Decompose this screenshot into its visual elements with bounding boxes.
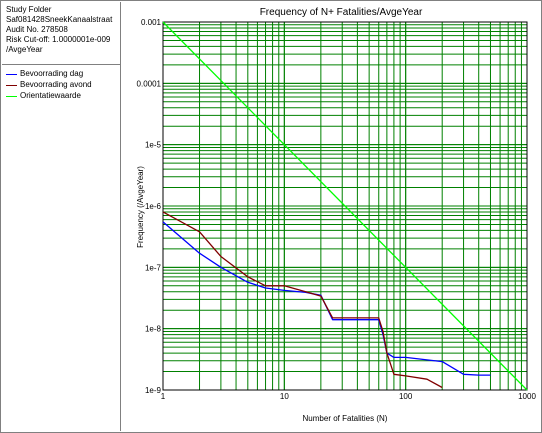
series-line-bevoorrading-dag bbox=[163, 222, 491, 375]
chart-title: Frequency of N+ Fatalities/AvgeYear bbox=[259, 7, 423, 18]
y-axis-label: Frequency (/AvgeYear) bbox=[136, 166, 145, 248]
legend-swatch-orientatiewaarde bbox=[6, 96, 17, 97]
y-tick-label: 0.0001 bbox=[136, 79, 161, 89]
info-line-audit-no: Audit No. 278508 bbox=[6, 25, 68, 34]
x-axis-label: Number of Fatalities (N) bbox=[302, 414, 388, 423]
fn-chart bbox=[121, 1, 541, 432]
info-line-study-name: Saf081428SneekKanaalstraat bbox=[6, 15, 113, 24]
x-tick-label: 100 bbox=[398, 392, 413, 401]
y-tick-label: 1e-6 bbox=[144, 202, 161, 211]
info-legend-panel bbox=[2, 2, 121, 431]
y-tick-label: 1e-9 bbox=[144, 386, 161, 395]
info-line-units: /AvgeYear bbox=[6, 45, 43, 54]
info-line-risk-cutoff: Risk Cut-off: 1.0000001e-009 bbox=[6, 35, 111, 44]
legend-swatch-bevoorrading-avond bbox=[6, 85, 17, 86]
y-tick-label: 1e-5 bbox=[144, 140, 161, 150]
legend-label-bevoorrading-avond: Bevoorrading avond bbox=[20, 80, 92, 89]
x-tick-label: 1 bbox=[160, 392, 166, 401]
x-tick-label: 10 bbox=[279, 392, 289, 401]
x-tick-label: 1000 bbox=[518, 392, 536, 401]
y-tick-label: 0.001 bbox=[140, 18, 161, 27]
legend-swatch-bevoorrading-dag bbox=[6, 74, 17, 75]
x-axis-ticks bbox=[161, 392, 537, 401]
legend-label-bevoorrading-dag: Bevoorrading dag bbox=[20, 69, 84, 78]
legend-label-orientatiewaarde: Orientatiewaarde bbox=[20, 91, 81, 100]
legend-divider bbox=[2, 64, 120, 65]
info-line-study-folder: Study Folder bbox=[6, 5, 52, 14]
y-tick-label: 1e-8 bbox=[144, 324, 161, 334]
y-tick-label: 1e-7 bbox=[144, 263, 161, 273]
